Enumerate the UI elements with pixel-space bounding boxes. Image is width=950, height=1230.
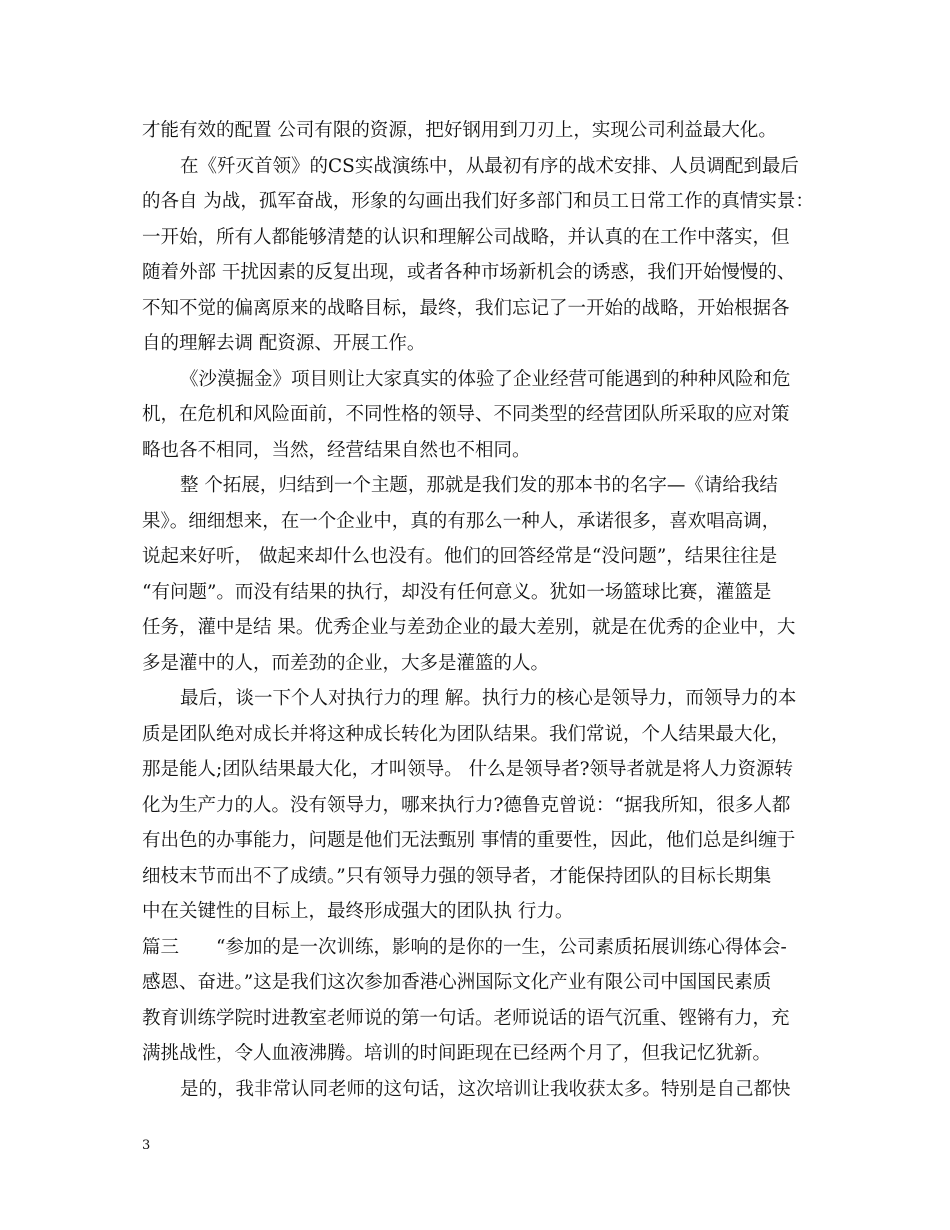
text-line: 略也各不相同，当然，经营结果自然也不相同。	[142, 439, 531, 461]
text-line: “有问题”。而没有结果的执行，却没有任何意义。犹如一场篮球比赛，灌篮是	[142, 581, 772, 603]
text-line: 细枝末节而出不了成绩。”只有领导力强的领导者，才能保持团队的目标长期集	[142, 865, 772, 887]
text-line: 教育训练学院时进教室老师说的第一句话。老师说话的语气沉重、铿锵有力，充	[142, 1007, 790, 1029]
text-line: 在《歼灭首领》的CS实战演练中，从最初有序的战术安排、人员调配到最后	[180, 155, 799, 177]
text-line: 多是灌中的人，而差劲的企业，大多是灌篮的人。	[142, 652, 550, 674]
text-line: 满挑战性，令人血液沸腾。培训的时间距现在已经两个月了，但我记忆犹新。	[142, 1043, 772, 1064]
text-line: 说起来好听， 做起来却什么也没有。他们的回答经常是“没问题”，结果往往是	[142, 546, 778, 567]
body-text	[142, 113, 812, 1107]
text-line: 那是能人;团队结果最大化，才叫领导。 什么是领导者?领导者就是将人力资源转	[142, 759, 794, 780]
text-line: 有出色的办事能力，问题是他们无法甄别 事情的重要性，因此，他们总是纠缠于	[142, 830, 796, 851]
text-line: 最后，谈一下个人对执行力的理 解。执行力的核心是领导力，而领导力的本	[180, 688, 797, 709]
text-line: 任务，灌中是结 果。优秀企业与差劲企业的最大差别，就是在优秀的企业中，大	[142, 617, 796, 638]
text-line: 才能有效的配置 公司有限的资源，把好钢用到刀刃上，实现公司利益最大化。	[142, 120, 777, 141]
text-line: 一开始，所有人都能够清楚的认识和理解公司战略，并认真的在工作中落实，但	[142, 226, 790, 248]
text-line: 化为生产力的人。没有领导力，哪来执行力?德鲁克曾说：“据我所知，很多人都	[142, 794, 791, 816]
text-line: 的各自 为战，孤军奋战，形象的勾画出我们好多部门和员工日常工作的真情实景：	[142, 191, 814, 212]
text-line: 整 个拓展，归结到一个主题，那就是我们发的那本书的名字—《请给我结	[180, 475, 778, 496]
text-line: 自的理解去调 配资源、开展工作。	[142, 333, 426, 354]
text-line: 是的，我非常认同老师的这句话，这次培训让我收获太多。特别是自己都快	[180, 1078, 791, 1100]
text-line: 果》。细细想来，在一个企业中，真的有那么一种人，承诺很多，喜欢唱高调，	[142, 510, 781, 532]
page-number: 3	[142, 1138, 151, 1153]
text-line: 篇三 “参加的是一次训练，影响的是你的一生，公司素质拓展训练心得体会-	[142, 936, 787, 958]
text-line: 随着外部 干扰因素的反复出现，或者各种市场新机会的诱惑，我们开始慢慢的、	[142, 262, 796, 283]
text-line: 感恩、奋进。”这是我们这次参加香港心洲国际文化产业有限公司中国国民素质	[142, 972, 772, 993]
text-line: 质是团队绝对成长并将这种成长转化为团队结果。我们常说，个人结果最大化，	[142, 723, 790, 745]
text-line: 《沙漠掘金》项目则让大家真实的体验了企业经营可能遇到的种种风险和危	[180, 368, 791, 390]
text-line: 不知不觉的偏离原来的战略目标，最终，我们忘记了一开始的战略，开始根据各	[142, 297, 790, 319]
text-line: 中在关键性的目标上，最终形成强大的团队执 行力。	[142, 901, 574, 922]
text-line: 机，在危机和风险面前，不同性格的领导、不同类型的经营团队所采取的应对策	[142, 404, 790, 425]
